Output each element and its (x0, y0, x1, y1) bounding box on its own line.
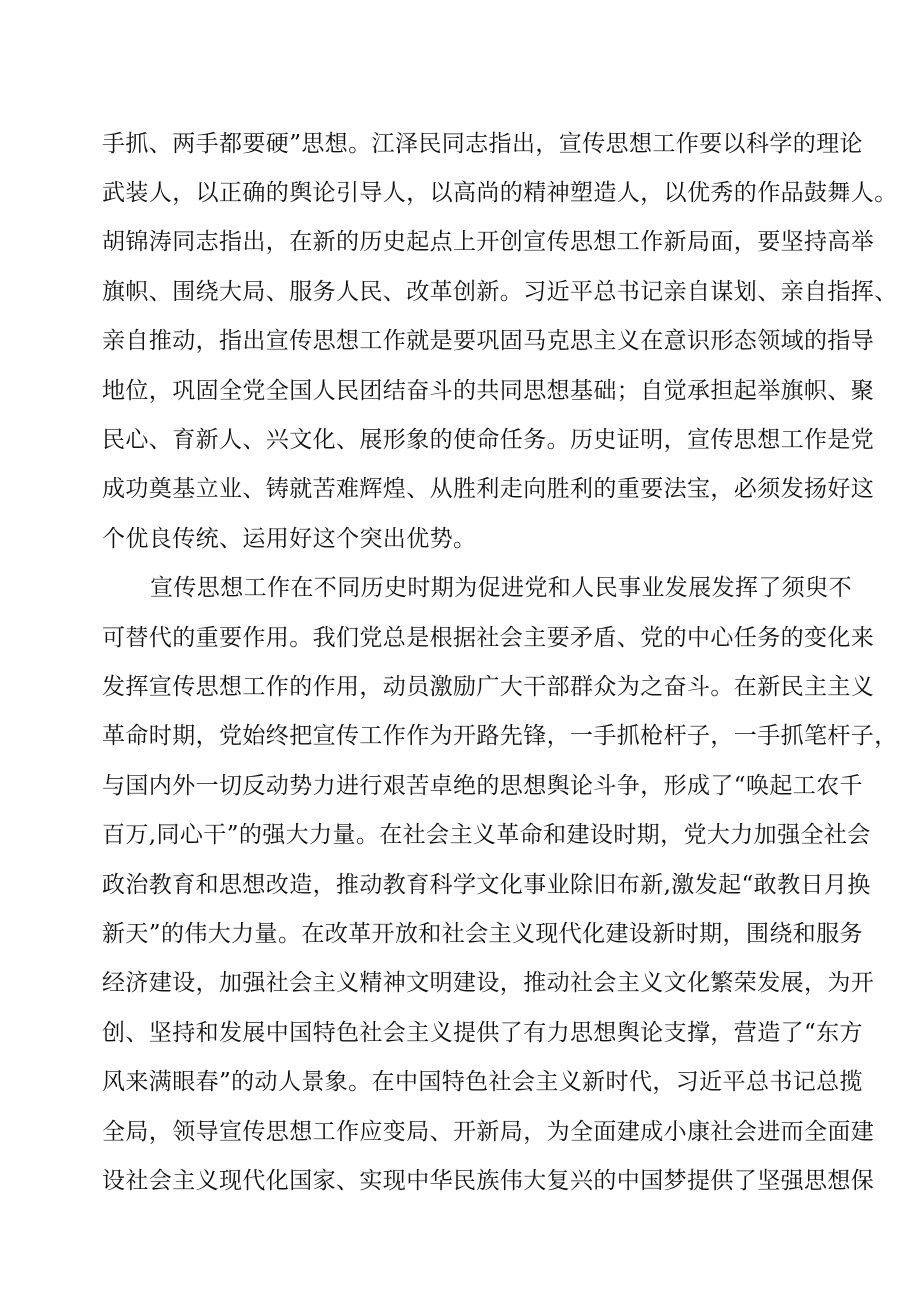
paragraph-1-line-5: 亲自推动，指出宣传思想工作就是要巩固马克思主义在意识形态领域的指导 (102, 328, 875, 354)
paragraph-1-line-7: 民心、育新人、兴文化、展形象的使命任务。历史证明，宣传思想工作是党 (102, 427, 875, 453)
paragraph-1-line-8: 成功奠基立业、铸就苦难辉煌、从胜利走向胜利的重要法宝，必须发扬好这 (102, 476, 875, 502)
paragraph-2-line-9: 经济建设，加强社会主义精神文明建设，推动社会主义文化繁荣发展，为开 (102, 970, 875, 996)
paragraph-1-line-2: 武装人，以正确的舆论引导人，以高尚的精神塑造人，以优秀的作品鼓舞人。 (102, 180, 898, 206)
paragraph-2-line-4: 革命时期，党始终把宣传工作作为开路先锋，一手抓枪杆子，一手抓笔杆子， (102, 723, 898, 749)
paragraph-2-line-8: 新天”的伟大力量。在改革开放和社会主义现代化建设新时期，围绕和服务 (102, 921, 863, 947)
paragraph-2-line-11: 风来满眼春”的动人景象。在中国特色社会主义新时代，习近平总书记总揽 (102, 1069, 863, 1095)
paragraph-2-line-13: 设社会主义现代化国家、实现中华民族伟大复兴的中国梦提供了坚强思想保 (102, 1168, 875, 1194)
paragraph-1-line-4: 旗帜、围绕大局、服务人民、改革创新。习近平总书记亲自谋划、亲自指挥、 (102, 279, 898, 305)
paragraph-1-line-1: 手抓、两手都要硬”思想。江泽民同志指出，宣传思想工作要以科学的理论 (102, 131, 863, 157)
paragraph-2-line-5: 与国内外一切反动势力进行艰苦卓绝的思想舆论斗争，形成了“唤起工农千 (102, 773, 863, 799)
paragraph-2-line-6: 百万,同心干”的强大力量。在社会主义革命和建设时期，党大力加强全社会 (102, 822, 871, 848)
paragraph-1-line-9: 个优良传统、运用好这个突出优势。 (102, 526, 477, 552)
paragraph-2-line-2: 可替代的重要作用。我们党总是根据社会主要矛盾、党的中心任务的变化来 (102, 625, 875, 651)
paragraph-1-line-6: 地位，巩固全党全国人民团结奋斗的共同思想基础；自觉承担起举旗帜、聚 (102, 378, 875, 404)
paragraph-1-line-3: 胡锦涛同志指出，在新的历史起点上开创宣传思想工作新局面，要坚持高举 (102, 229, 875, 255)
paragraph-2-line-7: 政治教育和思想改造，推动教育科学文化事业除旧布新,激发起“敢教日月换 (102, 872, 871, 898)
paragraph-2-line-10: 创、坚持和发展中国特色社会主义提供了有力思想舆论支撑，营造了“东方 (102, 1020, 863, 1046)
paragraph-2-line-12: 全局，领导宣传思想工作应变局、开新局，为全面建成小康社会进而全面建 (102, 1119, 875, 1145)
paragraph-2-line-1: 宣传思想工作在不同历史时期为促进党和人民事业发展发挥了须臾不 (150, 575, 852, 601)
paragraph-2-line-3: 发挥宣传思想工作的作用，动员激励广大干部群众为之奋斗。在新民主主义 (102, 674, 875, 700)
